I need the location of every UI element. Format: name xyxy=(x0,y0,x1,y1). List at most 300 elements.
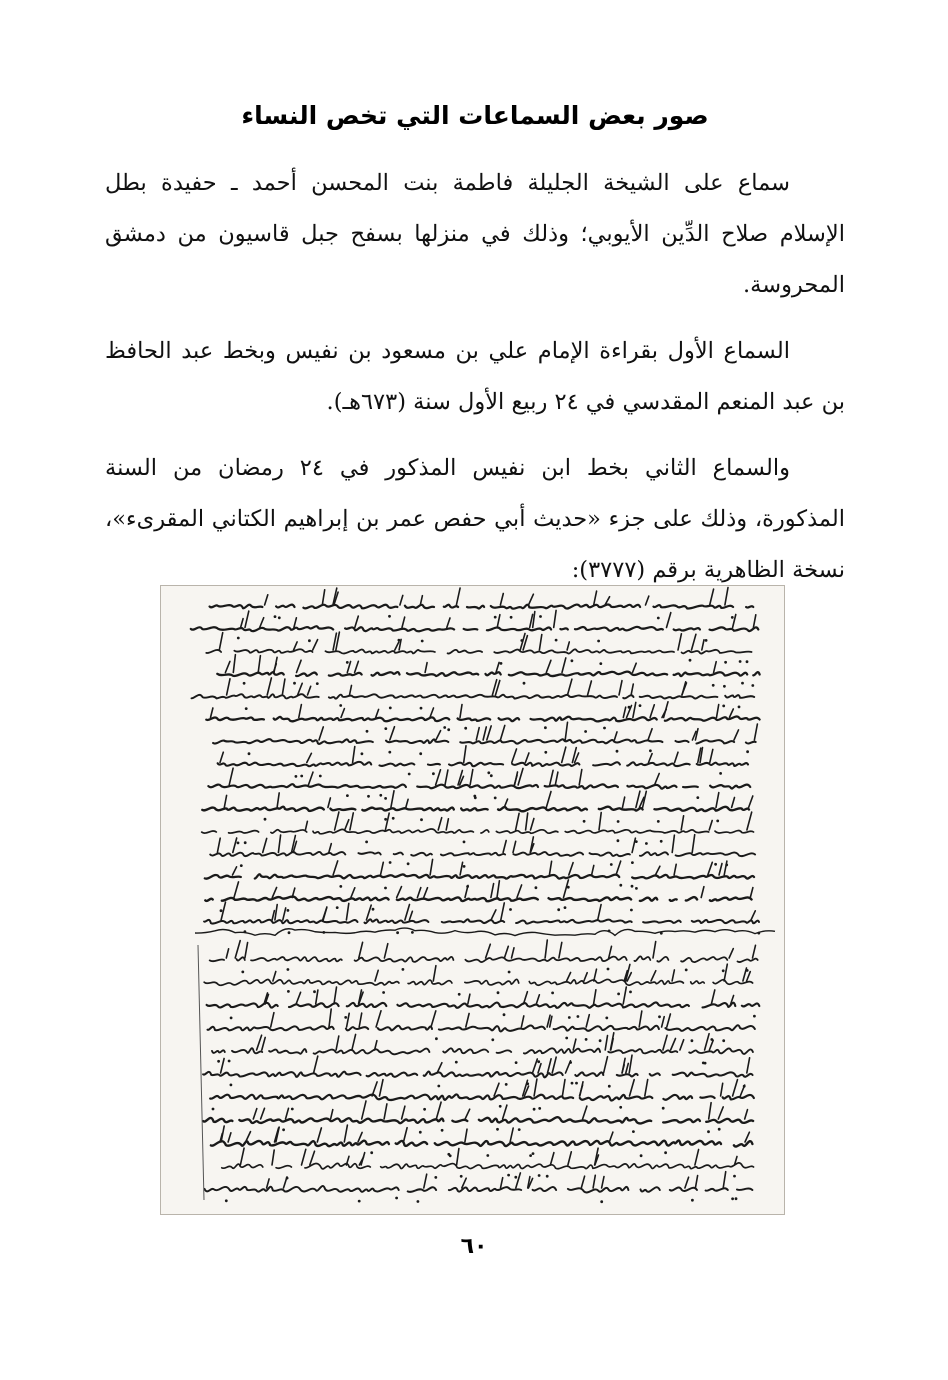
handwriting-stroke xyxy=(692,835,695,853)
handwriting-stroke xyxy=(714,662,717,673)
handwriting-dot xyxy=(339,704,342,707)
handwriting-stroke xyxy=(225,661,230,672)
handwriting-stroke xyxy=(708,862,713,875)
handwriting-stroke xyxy=(521,1016,523,1027)
handwriting-line xyxy=(208,762,749,766)
handwriting-stroke xyxy=(397,887,402,898)
handwriting-dot xyxy=(278,616,281,619)
handwriting-stroke xyxy=(598,905,601,921)
handwriting-stroke xyxy=(539,635,541,651)
handwriting-dot xyxy=(382,991,385,994)
handwriting-stroke xyxy=(594,591,597,605)
handwriting-line xyxy=(202,807,749,812)
handwriting-stroke xyxy=(609,1132,613,1142)
handwriting-dot xyxy=(731,616,734,619)
handwriting-stroke xyxy=(491,884,494,898)
handwriting-stroke xyxy=(305,821,307,830)
handwriting-dot xyxy=(491,1038,494,1041)
handwriting-stroke xyxy=(355,661,359,672)
handwriting-stroke xyxy=(729,709,733,718)
handwriting-stroke xyxy=(262,1037,265,1050)
handwriting-dot xyxy=(293,682,296,685)
manuscript-image xyxy=(160,585,785,1215)
handwriting-dot xyxy=(384,887,387,890)
handwriting-stroke xyxy=(754,724,757,740)
handwriting-stroke xyxy=(366,905,371,920)
handwriting-stroke xyxy=(568,679,572,695)
handwriting-dot xyxy=(407,862,410,865)
handwriting-stroke xyxy=(358,1132,362,1142)
handwriting-stroke xyxy=(302,1149,306,1165)
handwriting-stroke xyxy=(350,685,352,695)
handwriting-stroke xyxy=(705,1034,710,1050)
handwriting-stroke xyxy=(594,969,597,981)
handwriting-stroke xyxy=(317,1128,321,1142)
handwriting-stroke xyxy=(424,1174,427,1188)
handwriting-dot xyxy=(616,750,619,753)
handwriting-stroke xyxy=(740,1085,744,1096)
handwriting-dot xyxy=(230,1017,233,1020)
handwriting-stroke xyxy=(362,1101,366,1119)
handwriting-stroke xyxy=(649,754,653,763)
handwriting-line xyxy=(206,649,751,653)
handwriting-dot xyxy=(619,1106,622,1109)
handwriting-stroke xyxy=(504,946,508,958)
handwriting-stroke xyxy=(753,615,755,628)
handwriting-dot xyxy=(746,660,749,663)
handwriting-dot xyxy=(630,909,633,912)
handwriting-stroke xyxy=(329,1009,331,1027)
handwriting-dot xyxy=(313,990,316,993)
handwriting-stroke xyxy=(580,1082,583,1096)
handwriting-stroke xyxy=(346,903,348,920)
handwriting-stroke xyxy=(310,1151,315,1165)
handwriting-stroke xyxy=(385,813,389,830)
handwriting-dot xyxy=(649,749,652,752)
handwriting-stroke xyxy=(465,1129,467,1142)
handwriting-stroke xyxy=(500,725,504,740)
handwriting-dot xyxy=(379,794,382,797)
handwriting-dot xyxy=(712,684,715,687)
handwriting-line xyxy=(210,1094,754,1100)
handwriting-stroke xyxy=(702,640,704,650)
handwriting-stroke xyxy=(751,911,755,920)
handwriting-stroke xyxy=(555,772,558,785)
handwriting-dot xyxy=(392,817,395,820)
handwriting-stroke xyxy=(675,752,678,762)
handwriting-stroke xyxy=(464,746,466,763)
handwriting-stroke xyxy=(569,863,573,875)
handwriting-line xyxy=(205,1186,753,1192)
handwriting-stroke xyxy=(510,1128,513,1142)
handwriting-stroke xyxy=(734,730,739,740)
handwriting-stroke xyxy=(272,911,274,920)
handwriting-stroke xyxy=(271,1013,274,1027)
handwriting-dot xyxy=(473,795,476,798)
handwriting-stroke xyxy=(747,972,751,981)
handwriting-dot xyxy=(544,751,547,754)
handwriting-dot xyxy=(610,863,613,866)
handwriting-stroke xyxy=(308,772,313,785)
handwriting-stroke xyxy=(296,992,301,1004)
handwriting-stroke xyxy=(372,1082,377,1096)
handwriting-stroke xyxy=(294,642,298,650)
handwriting-stroke xyxy=(265,595,268,605)
handwriting-stroke xyxy=(749,796,753,808)
handwriting-stroke xyxy=(733,1080,738,1096)
handwriting-stroke xyxy=(538,1064,541,1073)
handwriting-stroke xyxy=(334,987,337,1004)
handwriting-stroke xyxy=(350,813,353,830)
handwriting-dot xyxy=(339,885,342,888)
handwriting-dot xyxy=(704,1062,707,1065)
handwriting-stroke xyxy=(229,768,233,785)
handwriting-dot xyxy=(631,861,634,864)
handwriting-stroke xyxy=(562,658,566,673)
handwriting-stroke xyxy=(447,618,450,628)
handwriting-dot xyxy=(408,773,411,776)
handwriting-stroke xyxy=(436,1102,441,1119)
handwriting-stroke xyxy=(564,880,569,898)
handwriting-stroke xyxy=(525,753,529,763)
handwriting-stroke xyxy=(593,1175,595,1188)
handwriting-stroke xyxy=(245,943,248,959)
handwriting-dot xyxy=(490,774,493,777)
handwriting-dot xyxy=(319,775,322,778)
handwriting-stroke xyxy=(588,681,592,695)
handwriting-stroke xyxy=(549,861,551,875)
handwriting-stroke xyxy=(233,867,237,875)
handwriting-dot xyxy=(287,909,290,912)
handwriting-line xyxy=(204,919,759,923)
handwriting-stroke xyxy=(692,634,696,650)
handwriting-stroke xyxy=(487,726,491,740)
handwriting-stroke xyxy=(501,903,505,920)
handwriting-dot xyxy=(518,1128,521,1131)
handwriting-dot xyxy=(546,1175,549,1178)
handwriting-stroke xyxy=(565,722,567,740)
handwriting-stroke xyxy=(630,1080,635,1096)
handwriting-stroke xyxy=(417,888,420,898)
handwriting-dot xyxy=(367,795,370,798)
handwriting-dot xyxy=(597,640,600,643)
handwriting-dot xyxy=(608,1085,611,1088)
handwriting-stroke xyxy=(277,793,279,808)
handwriting-stroke xyxy=(476,728,479,740)
handwriting-stroke xyxy=(390,727,395,740)
handwriting-dot xyxy=(538,1107,541,1110)
handwriting-dot xyxy=(460,1175,463,1178)
handwriting-stroke xyxy=(352,1034,356,1050)
handwriting-line xyxy=(205,874,754,878)
handwriting-dot xyxy=(228,1060,231,1063)
handwriting-stroke xyxy=(267,1179,270,1188)
handwriting-dot xyxy=(432,772,435,775)
handwriting-stroke xyxy=(573,1039,576,1050)
handwriting-stroke xyxy=(531,819,534,831)
handwriting-stroke xyxy=(524,992,528,1004)
handwriting-stroke xyxy=(355,616,359,627)
handwriting-stroke xyxy=(536,995,539,1004)
handwriting-stroke xyxy=(258,656,260,673)
handwriting-stroke xyxy=(322,590,324,605)
handwriting-stroke xyxy=(308,686,311,695)
handwriting-line xyxy=(210,956,758,962)
handwriting-stroke xyxy=(678,634,681,650)
handwriting-stroke xyxy=(420,596,422,605)
handwriting-stroke xyxy=(594,990,596,1004)
page-number: ٦٠ xyxy=(460,1234,488,1259)
handwriting-dot xyxy=(657,820,660,823)
handwriting-stroke xyxy=(483,727,486,740)
handwriting-stroke xyxy=(283,908,286,920)
handwriting-dot xyxy=(599,662,602,665)
handwriting-dot xyxy=(533,1108,536,1111)
handwriting-stroke xyxy=(546,660,551,672)
handwriting-stroke xyxy=(345,820,349,830)
handwriting-stroke xyxy=(457,1149,459,1166)
handwriting-stroke xyxy=(745,1110,748,1119)
handwriting-dot xyxy=(486,1154,489,1157)
handwriting-dot xyxy=(435,1037,438,1040)
handwriting-stroke xyxy=(404,1128,408,1142)
handwriting-stroke xyxy=(331,1110,333,1119)
handwriting-dot xyxy=(282,1128,285,1131)
handwriting-stroke xyxy=(314,1056,318,1073)
handwriting-dot xyxy=(423,1108,426,1111)
handwriting-stroke xyxy=(316,990,318,1004)
handwriting-stroke xyxy=(579,770,582,785)
handwriting-dot xyxy=(496,1128,499,1131)
handwriting-stroke xyxy=(297,660,302,672)
handwriting-dot xyxy=(500,662,503,665)
handwriting-stroke xyxy=(496,662,499,672)
handwriting-stroke xyxy=(631,684,633,695)
handwriting-dot xyxy=(295,775,298,778)
manuscript-handwriting xyxy=(191,588,775,1204)
handwriting-dot xyxy=(384,727,387,730)
handwriting-stroke xyxy=(460,705,462,718)
handwriting-dot xyxy=(577,1015,580,1018)
handwriting-dot xyxy=(487,771,490,774)
handwriting-stroke xyxy=(743,968,747,981)
handwriting-dot xyxy=(555,639,558,642)
handwriting-dot xyxy=(344,1016,347,1019)
handwriting-dot xyxy=(463,865,466,868)
handwriting-stroke xyxy=(545,940,547,958)
handwriting-stroke xyxy=(402,1106,405,1119)
handwriting-dot xyxy=(336,906,339,909)
handwriting-dot xyxy=(388,751,391,754)
handwriting-stroke xyxy=(376,1011,381,1027)
handwriting-stroke xyxy=(400,595,403,605)
handwriting-stroke xyxy=(529,594,534,605)
handwriting-stroke xyxy=(424,888,428,898)
handwriting-dot xyxy=(212,1108,215,1111)
handwriting-dot xyxy=(733,1175,736,1178)
handwriting-dot xyxy=(585,1038,588,1041)
handwriting-dot xyxy=(419,1131,422,1134)
handwriting-dot xyxy=(509,908,512,911)
handwriting-stroke xyxy=(335,812,339,830)
handwriting-stroke xyxy=(500,594,503,606)
handwriting-stroke xyxy=(240,1148,244,1165)
handwriting-line xyxy=(211,1140,753,1146)
handwriting-stroke xyxy=(503,841,506,853)
handwriting-stroke xyxy=(491,910,496,920)
handwriting-dot xyxy=(753,1015,756,1018)
handwriting-stroke xyxy=(516,813,520,830)
handwriting-dot xyxy=(237,637,240,640)
handwriting-stroke xyxy=(646,596,649,605)
handwriting-dot xyxy=(731,1197,734,1200)
handwriting-dot xyxy=(447,728,450,731)
handwriting-dot xyxy=(434,1176,437,1179)
handwriting-dot xyxy=(370,1151,373,1154)
handwriting-line xyxy=(213,1163,753,1169)
handwriting-dot xyxy=(632,1130,635,1133)
handwriting-stroke xyxy=(282,679,285,695)
handwriting-dot xyxy=(571,1082,574,1085)
handwriting-dot xyxy=(421,640,424,643)
handwriting-stroke xyxy=(650,705,654,718)
handwriting-stroke xyxy=(431,1011,436,1027)
handwriting-stroke xyxy=(724,964,727,981)
handwriting-dot xyxy=(395,1197,398,1200)
handwriting-dot xyxy=(696,796,699,799)
paragraph-1: سماع على الشيخة الجليلة فاطمة بنت المحسن أحمد ـ حفيدة بطل الإسلام صلاح الدِّين الأيوبي؛ وذلك في منزلها بسفح جبل قاسيون من دمشق المحروسة. xyxy=(105,170,845,298)
handwriting-stroke xyxy=(241,619,244,628)
handwriting-stroke xyxy=(402,617,405,627)
handwriting-dot xyxy=(240,864,243,867)
handwriting-stroke xyxy=(375,970,378,981)
handwriting-line xyxy=(207,1002,760,1007)
handwriting-dot xyxy=(689,659,692,662)
handwriting-stroke xyxy=(211,708,213,718)
handwriting-stroke xyxy=(695,1176,697,1188)
handwriting-stroke xyxy=(710,749,713,762)
handwriting-stroke xyxy=(307,753,312,762)
handwriting-stroke xyxy=(567,973,571,982)
handwriting-stroke xyxy=(632,838,635,852)
handwriting-dot xyxy=(537,1060,540,1063)
handwriting-dot xyxy=(464,727,467,730)
handwriting-stroke xyxy=(719,864,722,876)
handwriting-stroke xyxy=(534,1079,537,1096)
handwriting-stroke xyxy=(721,1083,723,1096)
handwriting-dot xyxy=(617,820,620,823)
handwriting-dot xyxy=(568,1016,571,1019)
handwriting-dot xyxy=(497,991,500,994)
handwriting-stroke xyxy=(456,588,460,605)
handwriting-stroke xyxy=(446,819,448,830)
manuscript-divider xyxy=(195,928,775,936)
handwriting-stroke xyxy=(329,844,332,853)
handwriting-stroke xyxy=(636,791,640,807)
handwriting-dot xyxy=(361,752,364,755)
handwriting-dot xyxy=(388,615,391,618)
handwriting-stroke xyxy=(709,1040,713,1050)
handwriting-stroke xyxy=(709,1103,711,1119)
handwriting-dot xyxy=(458,993,461,996)
handwriting-stroke xyxy=(233,655,235,673)
handwriting-dot xyxy=(389,861,392,864)
handwriting-stroke xyxy=(648,729,652,740)
handwriting-dot xyxy=(629,991,632,994)
handwriting-stroke xyxy=(616,861,621,875)
handwriting-stroke xyxy=(562,747,566,762)
handwriting-stroke xyxy=(246,1132,251,1142)
handwriting-dot xyxy=(372,908,375,911)
handwriting-dot xyxy=(599,1039,602,1042)
handwriting-stroke xyxy=(466,1014,469,1028)
handwriting-dot xyxy=(220,909,223,912)
handwriting-stroke xyxy=(723,1172,726,1188)
handwriting-stroke xyxy=(709,821,712,831)
handwriting-stroke xyxy=(566,1061,571,1073)
handwriting-stroke xyxy=(299,705,302,718)
handwriting-dot xyxy=(571,659,574,662)
handwriting-dot xyxy=(447,1153,450,1156)
handwriting-dot xyxy=(718,1128,721,1131)
handwriting-dot xyxy=(507,1174,510,1177)
handwriting-stroke xyxy=(234,882,239,898)
handwriting-stroke xyxy=(695,1150,699,1166)
handwriting-line xyxy=(191,626,759,631)
handwriting-dot xyxy=(420,818,423,821)
handwriting-line xyxy=(208,784,750,789)
handwriting-dot xyxy=(705,639,708,642)
handwriting-dot xyxy=(723,685,726,688)
handwriting-stroke xyxy=(430,859,433,875)
handwriting-dot xyxy=(583,820,586,823)
handwriting-stroke xyxy=(497,881,499,898)
handwriting-stroke xyxy=(747,812,752,830)
handwriting-stroke xyxy=(559,942,562,958)
handwriting-stroke xyxy=(623,987,626,1004)
handwriting-stroke xyxy=(445,770,448,785)
paragraph-3: والسماع الثاني بخط ابن نفيس المذكور في ٢٤ رمضان من السنة المذكورة، وذلك على جزء «حديث أبي حفص عمر بن إبراهيم الكتاني المقرىء»، نسخة الظاهرية برقم (٣٧٧٧): xyxy=(105,455,845,583)
handwriting-stroke xyxy=(562,1080,565,1097)
handwriting-stroke xyxy=(245,611,249,627)
handwriting-stroke xyxy=(384,1104,387,1119)
handwriting-dot xyxy=(389,707,392,710)
handwriting-stroke xyxy=(667,613,671,628)
handwriting-stroke xyxy=(228,1133,231,1142)
handwriting-stroke xyxy=(384,944,387,958)
handwriting-dot xyxy=(722,705,725,708)
handwriting-dot xyxy=(217,1060,220,1063)
handwriting-dot xyxy=(691,1199,694,1202)
handwriting-stroke xyxy=(614,732,617,740)
handwriting-stroke xyxy=(724,861,727,875)
handwriting-dot xyxy=(499,1105,502,1108)
handwriting-dot xyxy=(739,660,742,663)
handwriting-stroke xyxy=(732,798,735,808)
handwriting-dot xyxy=(635,887,638,890)
handwriting-dot xyxy=(463,841,466,844)
handwriting-dot xyxy=(300,775,303,778)
handwriting-stroke xyxy=(550,1153,554,1165)
handwriting-stroke xyxy=(351,888,355,898)
handwriting-dot xyxy=(539,615,542,618)
handwriting-stroke xyxy=(718,1107,723,1119)
handwriting-stroke xyxy=(680,1040,684,1050)
paragraph-2: السماع الأول بقراءة الإمام علي بن مسعود بن نفيس وبخط عبد الحافظ بن عبد المنعم المقدسي في ٢٤ ربيع الأول سنة (٦٧٣هـ). xyxy=(105,338,845,415)
handwriting-dot xyxy=(508,971,511,974)
handwriting-dot xyxy=(316,682,319,685)
handwriting-dot xyxy=(551,992,554,995)
